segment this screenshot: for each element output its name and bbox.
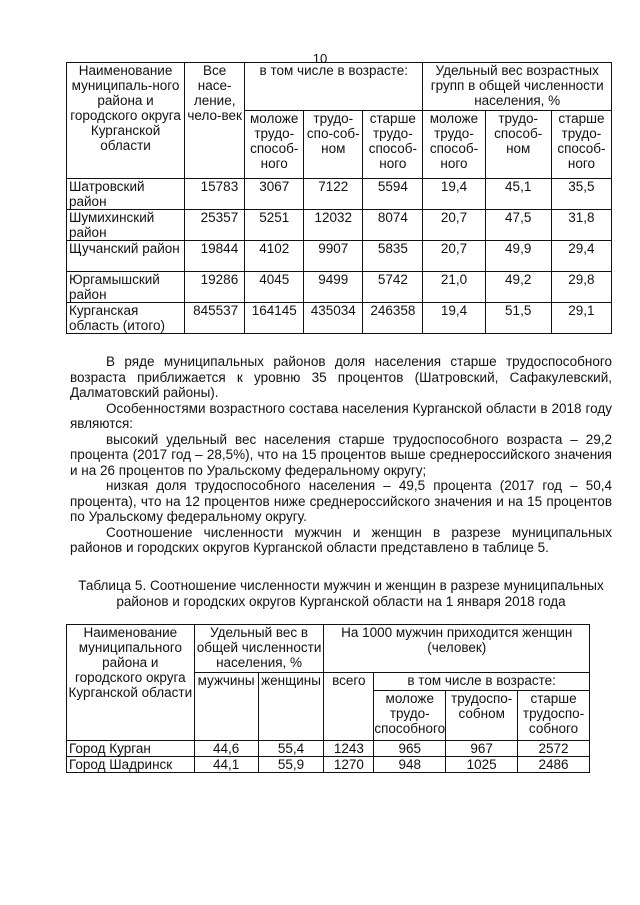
header-sub-working-pct: трудо-способ-ном [485, 111, 551, 179]
cell-working: 9907 [304, 241, 363, 272]
cell-young: 4102 [245, 241, 304, 272]
cell-young: 965 [374, 741, 446, 757]
cell-men: 44,6 [194, 741, 258, 757]
header-share-group: Удельный вес возрастных групп в общей численности населения, % [423, 63, 612, 111]
header-working: трудоспо-собном [446, 691, 518, 741]
cell-young: 164145 [245, 303, 304, 334]
cell-women: 55,9 [258, 757, 324, 773]
table-row-total [67, 303, 612, 334]
cell-total: 19844 [185, 241, 245, 272]
cell-working: 7122 [304, 179, 363, 210]
cell-old-pct: 31,8 [551, 210, 611, 241]
header-sub-young: моложе трудо-способ-ного [245, 111, 304, 179]
cell-old-pct: 29,4 [551, 241, 611, 272]
cell-young-pct: 20,7 [423, 241, 485, 272]
paragraph: В ряде муниципальных районов доля населения старше трудоспособного возраста приближается к уровню 35 процентов (Шатровский, Сафакулевский, Далматовский районы). [70, 354, 612, 400]
header-per1000: На 1000 мужчин приходится женщин (человек) [324, 625, 590, 673]
header-young: моложе трудо-способного [374, 691, 446, 741]
cell-old-pct: 29,1 [551, 303, 611, 334]
cell-working: 435034 [304, 303, 363, 334]
cell-young-pct: 19,4 [423, 179, 485, 210]
header-sub-old-pct: старше трудо-способ-ного [551, 111, 611, 179]
header-age-group: в том числе в возрасте: [374, 673, 590, 691]
cell-total: 845537 [185, 303, 245, 334]
cell-old-pct: 35,5 [551, 179, 611, 210]
header-name: Наименование муниципаль-ного района и городского округа Курганской области [67, 63, 185, 179]
cell-old: 2572 [518, 741, 590, 757]
table-row [67, 272, 612, 303]
paragraph: высокий удельный вес населения старше трудоспособного возраста – 29,2 процента (2017 год – 28,5%), что на 15 процентов выше среднероссийского значения и на 26 процентов по Уральскому федеральному округу; [70, 431, 612, 478]
body-text [70, 354, 612, 556]
cell-working-pct: 51,5 [485, 303, 551, 334]
header-sub-working: трудо-спо-соб-ном [304, 111, 363, 179]
cell-old: 8074 [363, 210, 423, 241]
age-structure-table [66, 62, 612, 334]
header-sub-old: старше трудо-способ-ного [363, 111, 423, 179]
cell-working: 12032 [304, 210, 363, 241]
header-total: Все насе-ление, чело-век [185, 63, 245, 179]
row-name: Юргамышский район [67, 272, 185, 303]
cell-working-pct: 45,1 [485, 179, 551, 210]
row-name: Шумихинский район [67, 210, 185, 241]
cell-women: 55,4 [258, 741, 324, 757]
cell-young: 5251 [245, 210, 304, 241]
cell-total: 1270 [324, 757, 374, 773]
table-row [67, 241, 612, 272]
cell-total: 19286 [185, 272, 245, 303]
page-number: 10 [312, 51, 328, 66]
header-share: Удельный вес в общей численности населения, % [194, 625, 324, 673]
table-row [67, 757, 590, 773]
cell-working: 1025 [446, 757, 518, 773]
gender-ratio-table [66, 624, 590, 773]
paragraph: низкая доля трудоспособного населения – 49,5 процента (2017 год – 50,4 процента), что на 12 процентов ниже среднероссийского значения и на 15 процентов по Уральскому федеральному округу. [70, 478, 612, 524]
cell-young-pct: 19,4 [423, 303, 485, 334]
header-sub-young-pct: моложе трудо-способ-ного [423, 111, 485, 179]
cell-old: 5742 [363, 272, 423, 303]
table-row [67, 741, 590, 757]
cell-old: 5835 [363, 241, 423, 272]
header-total: всего [324, 673, 374, 741]
cell-working: 967 [446, 741, 518, 757]
header-age-group: в том числе в возрасте: [245, 63, 423, 111]
cell-working-pct: 49,9 [485, 241, 551, 272]
cell-young-pct: 21,0 [423, 272, 485, 303]
paragraph: Особенностями возрастного состава населения Курганской области в 2018 году являются: [70, 400, 612, 431]
cell-men: 44,1 [194, 757, 258, 773]
cell-total: 1243 [324, 741, 374, 757]
cell-old: 5594 [363, 179, 423, 210]
cell-young: 948 [374, 757, 446, 773]
header-women: женщины [258, 673, 324, 741]
cell-working-pct: 49,2 [485, 272, 551, 303]
cell-working: 9499 [304, 272, 363, 303]
row-name: Город Шадринск [67, 757, 195, 773]
header-old: старше трудоспо-собного [518, 691, 590, 741]
cell-total: 15783 [185, 179, 245, 210]
row-name: Курганская область (итого) [67, 303, 185, 334]
row-name: Шатровский район [67, 179, 185, 210]
cell-young-pct: 20,7 [423, 210, 485, 241]
cell-old-pct: 29,8 [551, 272, 611, 303]
header-name: Наименование муниципального района и городского округа Курганской области [67, 625, 195, 741]
table-row [67, 179, 612, 210]
cell-total: 25357 [185, 210, 245, 241]
cell-young: 3067 [245, 179, 304, 210]
cell-working-pct: 47,5 [485, 210, 551, 241]
cell-young: 4045 [245, 272, 304, 303]
table-row [67, 210, 612, 241]
table5-caption: Таблица 5. Соотношение численности мужчин и женщин в разрезе муниципальных районов и городских округов Курганской области на 1 января 2018 года [78, 578, 604, 609]
paragraph: Соотношение численности мужчин и женщин в разрезе муниципальных районов и городских округов Курганской области представлено в таблице 5. [70, 524, 612, 555]
row-name: Щучанский район [67, 241, 185, 272]
row-name: Город Курган [67, 741, 195, 757]
cell-old: 246358 [363, 303, 423, 334]
header-men: мужчины [194, 673, 258, 741]
cell-old: 2486 [518, 757, 590, 773]
